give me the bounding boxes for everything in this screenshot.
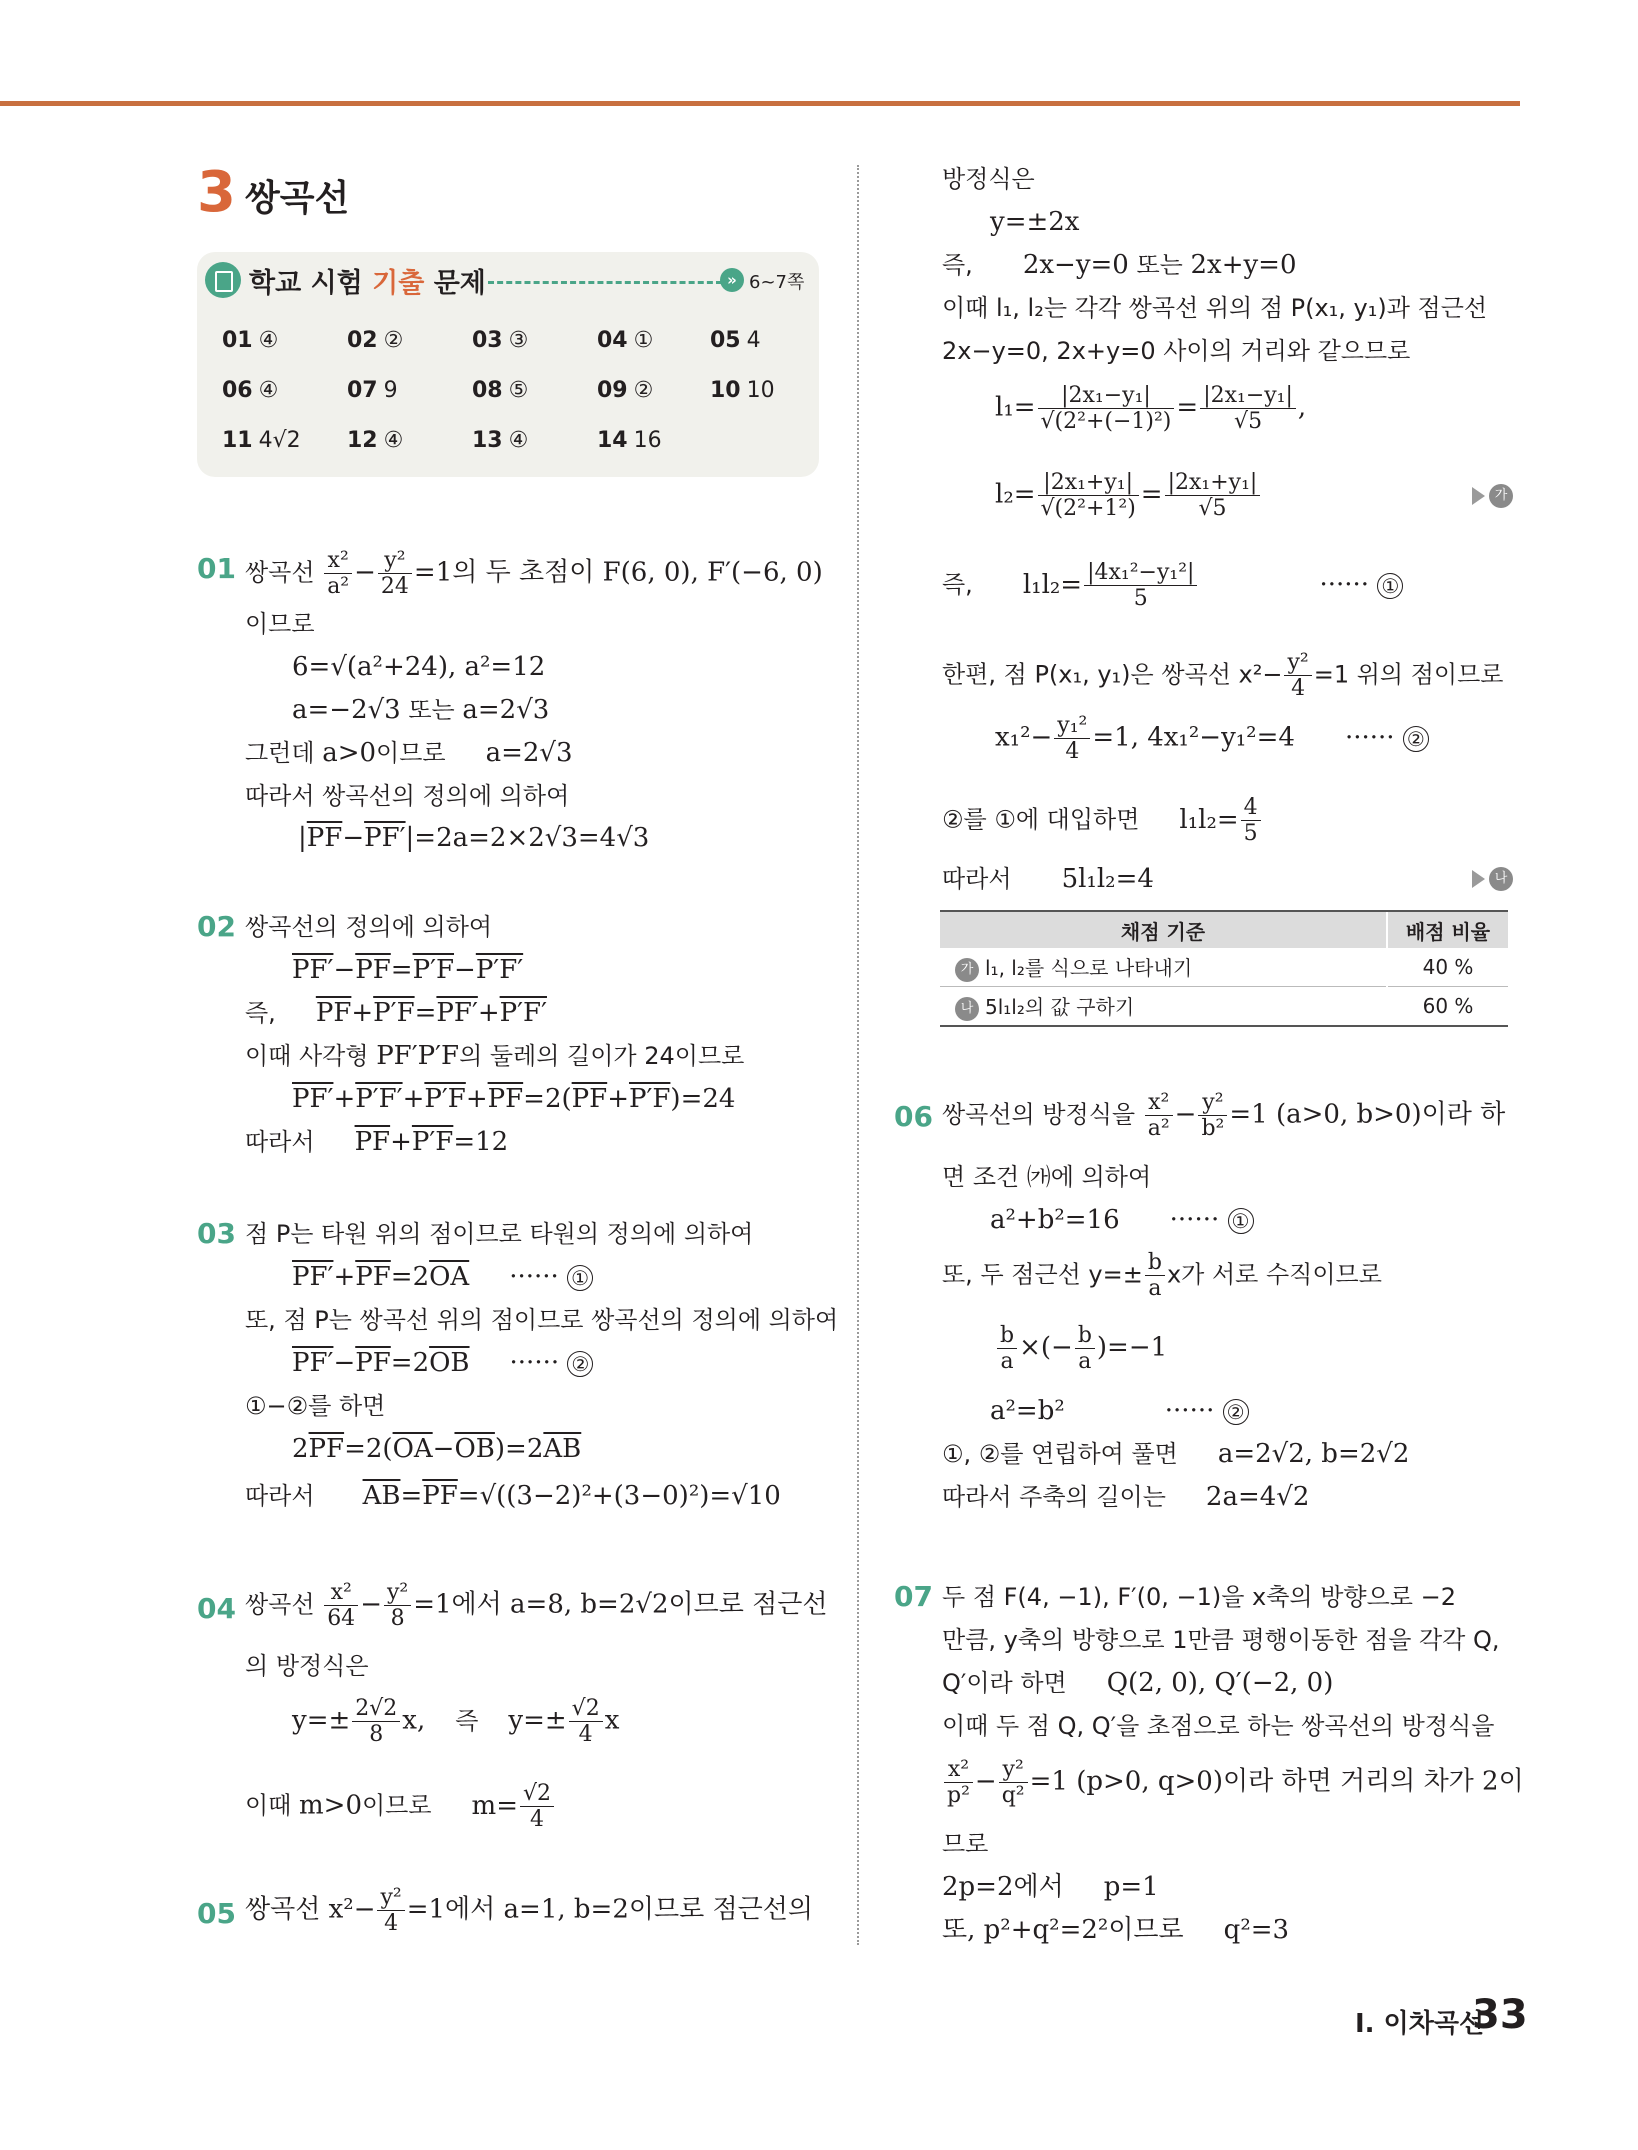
p02-line-5: $PF'+P'F'+P'F+\overline{PF}=2(\overline{PF}+P'F)=24$ (292, 1084, 736, 1114)
answer-item: 09 ② (597, 378, 654, 403)
criteria-header: 채점 기준 (940, 911, 1387, 948)
p07-line-7: 2p=2에서 p=1 (942, 1872, 1159, 1902)
r-line-5: 2x−y=0, 2x+y=0 사이의 거리와 같으므로 (942, 337, 1411, 365)
p07-line-2: 만큼, y축의 방향으로 1만큼 평행이동한 점을 각각 Q, (942, 1626, 1500, 1654)
column-divider (857, 165, 859, 1945)
r-line-8: 즉, l₁l₂= $\frac{\text{|4x₁²−y₁²|}}{5}$ ······ ① (942, 560, 1403, 611)
p01-line-4: a=−2√3 또는 a=2√3 (292, 695, 550, 725)
page-reference: 6~7쪽 (749, 272, 805, 293)
p06-line-5: $\frac{b}{a}$ ×(− $\frac{b}{a}$ )=−1 (995, 1323, 1167, 1374)
p01-line-5: 그런데 a>0이므로 a=2√3 (245, 738, 573, 768)
table-row: 가 l₁, l₂를 식으로 나타내기 40 % (940, 948, 1508, 987)
p04-line-3: y=± $\frac{2√2}{8}$ x, 즉 y=± $\frac{√2}{4}$ x (292, 1696, 620, 1747)
r-line-12: 따라서 5l₁l₂=4 (942, 864, 1154, 894)
answer-item: 14 16 (597, 428, 662, 453)
p04-line-4: 이때 m>0이므로 m= $\frac{√2}{4}$ (245, 1781, 556, 1832)
answer-item: 08 ⑤ (472, 378, 529, 403)
problem-number: 06 (894, 1100, 933, 1133)
p01-line-7: $|\overline{PF}-PF'|=2a=2\times 2√3=4√3$ (298, 823, 650, 853)
answer-item: 02 ② (347, 328, 404, 353)
p01-line-3: 6=√(a²+24), a²=12 (292, 652, 546, 682)
answer-item: 10 10 (710, 378, 775, 403)
problem-number: 04 (197, 1592, 236, 1625)
scoring-table (940, 910, 1508, 1027)
r-line-4: 이때 l₁, l₂는 각각 쌍곡선 위의 점 P(x₁, y₁)과 점근선 (942, 294, 1488, 322)
chapter-label: Ⅰ. 이차곡선 (1355, 2009, 1485, 2039)
p07-line-6: 므로 (942, 1830, 989, 1858)
marker-na: 나 (1472, 867, 1513, 891)
p06-line-1: 쌍곡선의 방정식을 $\frac{\text{x²}}{\text{a²}}$ − $\frac{\text{y²}}{\text{b²}}$ =1 (a>0, b>0)이라 하 (942, 1090, 1506, 1141)
p06-line-6: a²=b² ······ ② (990, 1394, 1249, 1428)
r-line-3: 즉, 2x−y=0 또는 2x+y=0 (942, 250, 1297, 280)
marker-ga: 가 (1472, 484, 1513, 508)
answer-item: 13 ④ (472, 428, 529, 453)
top-rule (0, 101, 1520, 106)
answer-item: 12 ④ (347, 428, 404, 453)
p03-line-7: 따라서 $\overline{AB}=\overline{PF}=√((3-2)^2+(3-0)^2)=√10$ (245, 1481, 781, 1511)
p04-line-2: 의 방정식은 (245, 1652, 369, 1680)
problem-number: 05 (197, 1897, 236, 1930)
p03-line-4: $PF'-\overline{PF}=2\overline{OB}$ ······ ② (292, 1346, 593, 1380)
p02-line-3: 즉, $\overline{PF}+P'F=PF'+P'F'$ (245, 998, 547, 1028)
r-line-6: l₁= $\frac{\text{|2x₁−y₁|}}{\text{√(2²+(−1)²)}}$ = $\frac{\text{|2x₁−y₁|}}{√5}$ , (995, 383, 1307, 434)
p07-line-3: Q′이라 하면 Q(2, 0), Q′(−2, 0) (942, 1668, 1334, 1698)
problem-number: 02 (197, 910, 236, 943)
r-line-7: l₂= $\frac{\text{|2x₁+y₁|}}{\text{√(2²+1²)}}$ = $\frac{\text{|2x₁+y₁|}}{√5}$ (995, 470, 1262, 521)
p03-line-6: $2\overline{PF}=2(\overline{OA}-\overline{OB})=2\overline{AB}$ (292, 1434, 582, 1464)
r-line-11: ②를 ①에 대입하면 l₁l₂= $\frac{4}{5}$ (942, 795, 1263, 846)
p07-line-4: 이때 두 점 Q, Q′을 초점으로 하는 쌍곡선의 방정식을 (942, 1712, 1495, 1740)
answer-item: 01 ④ (222, 328, 279, 353)
arrow-right-icon: » (720, 268, 744, 292)
section-number: 3 (197, 160, 236, 225)
p06-line-8: 따라서 주축의 길이는 2a=4√2 (942, 1482, 1310, 1512)
p07-line-1: 두 점 F(4, −1), F′(0, −1)을 x축의 방향으로 −2 (942, 1583, 1456, 1611)
problem-number: 07 (894, 1580, 933, 1613)
p07-line-8: 또, p²+q²=2²이므로 q²=3 (942, 1915, 1290, 1945)
p04-line-1: 쌍곡선 $\frac{\text{x²}}{64}$ − $\frac{\text{y²}}{8}$ =1에서 a=8, b=2√2이므로 점근선 (245, 1580, 828, 1631)
problem-number: 03 (197, 1217, 236, 1250)
p05-line-1: 쌍곡선 x²− $\frac{\text{y²}}{4}$ =1에서 a=1, b=2이므로 점근선의 (245, 1885, 813, 1936)
page-number: 33 (1472, 1992, 1528, 2038)
ratio-header: 배점 비율 (1387, 911, 1508, 948)
p02-line-4: 이때 사각형 PF′P′F의 둘레의 길이가 24이므로 (245, 1041, 745, 1071)
answer-item: 03 ③ (472, 328, 529, 353)
p07-line-5: $\frac{\text{x²}}{\text{p²}}$ − $\frac{\text{y²}}{\text{q²}}$ =1 (p>0, q>0)이라 하면 거리의 차가 2이 (942, 1757, 1524, 1808)
answer-box-title: 학교 시험 기출 문제 (249, 268, 486, 299)
answer-item: 05 4 (710, 328, 761, 353)
p03-line-5: ①−②를 하면 (245, 1392, 386, 1420)
answer-item: 04 ① (597, 328, 654, 353)
r-line-2: y=±2x (990, 207, 1080, 237)
p03-line-3: 또, 점 P는 쌍곡선 위의 점이므로 쌍곡선의 정의에 의하여 (245, 1306, 839, 1334)
answer-item: 07 9 (347, 378, 398, 403)
notepad-icon (205, 262, 241, 298)
triangle-icon (1472, 487, 1485, 505)
triangle-icon (1472, 870, 1485, 888)
p06-line-4: 또, 두 점근선 y=± $\frac{b}{a}$ x가 서로 수직이므로 (942, 1250, 1382, 1301)
answer-item: 11 4√2 (222, 428, 301, 453)
p06-line-3: a²+b²=16 ······ ① (990, 1203, 1254, 1237)
r-line-1: 방정식은 (942, 165, 1035, 193)
p02-line-6: 따라서 $\overline{PF}+P'F=12$ (245, 1127, 509, 1157)
problem-number: 01 (197, 552, 236, 585)
p06-line-2: 면 조건 ㈎에 의하여 (942, 1163, 1152, 1191)
r-line-10: x₁²− $\frac{\text{y₁²}}{4}$ =1, 4x₁²−y₁²=4 ······ ② (995, 713, 1429, 764)
p06-line-7: ①, ②를 연립하여 풀면 a=2√2, b=2√2 (942, 1439, 1410, 1469)
table-row: 나 5l₁l₂의 값 구하기 60 % (940, 987, 1508, 1027)
p02-line-1: 쌍곡선의 정의에 의하여 (245, 913, 493, 941)
table-header (940, 911, 1508, 948)
section-title: 쌍곡선 (245, 178, 350, 219)
p01-line-6: 따라서 쌍곡선의 정의에 의하여 (245, 782, 570, 810)
p03-line-2: $PF'+\overline{PF}=2\overline{OA}$ ······ ① (292, 1260, 593, 1294)
r-line-9: 한편, 점 P(x₁, y₁)은 쌍곡선 x²− $\frac{\text{y²}}{4}$ =1 위의 점이므로 (942, 650, 1504, 701)
p01-line-1: 쌍곡선 $\frac{\text{x²}}{\text{a²}}$ − $\frac{\text{y²}}{24}$ =1의 두 초점이 F(6, 0), F′(−6, 0) (245, 548, 823, 599)
p03-line-1: 점 P는 타원 위의 점이므로 타원의 정의에 의하여 (245, 1220, 754, 1248)
p01-line-2: 이므로 (245, 610, 315, 638)
p02-line-2: $PF'-\overline{PF}=P'F-P'F'$ (292, 955, 524, 985)
dashed-leader (488, 281, 722, 284)
answer-item: 06 ④ (222, 378, 279, 403)
